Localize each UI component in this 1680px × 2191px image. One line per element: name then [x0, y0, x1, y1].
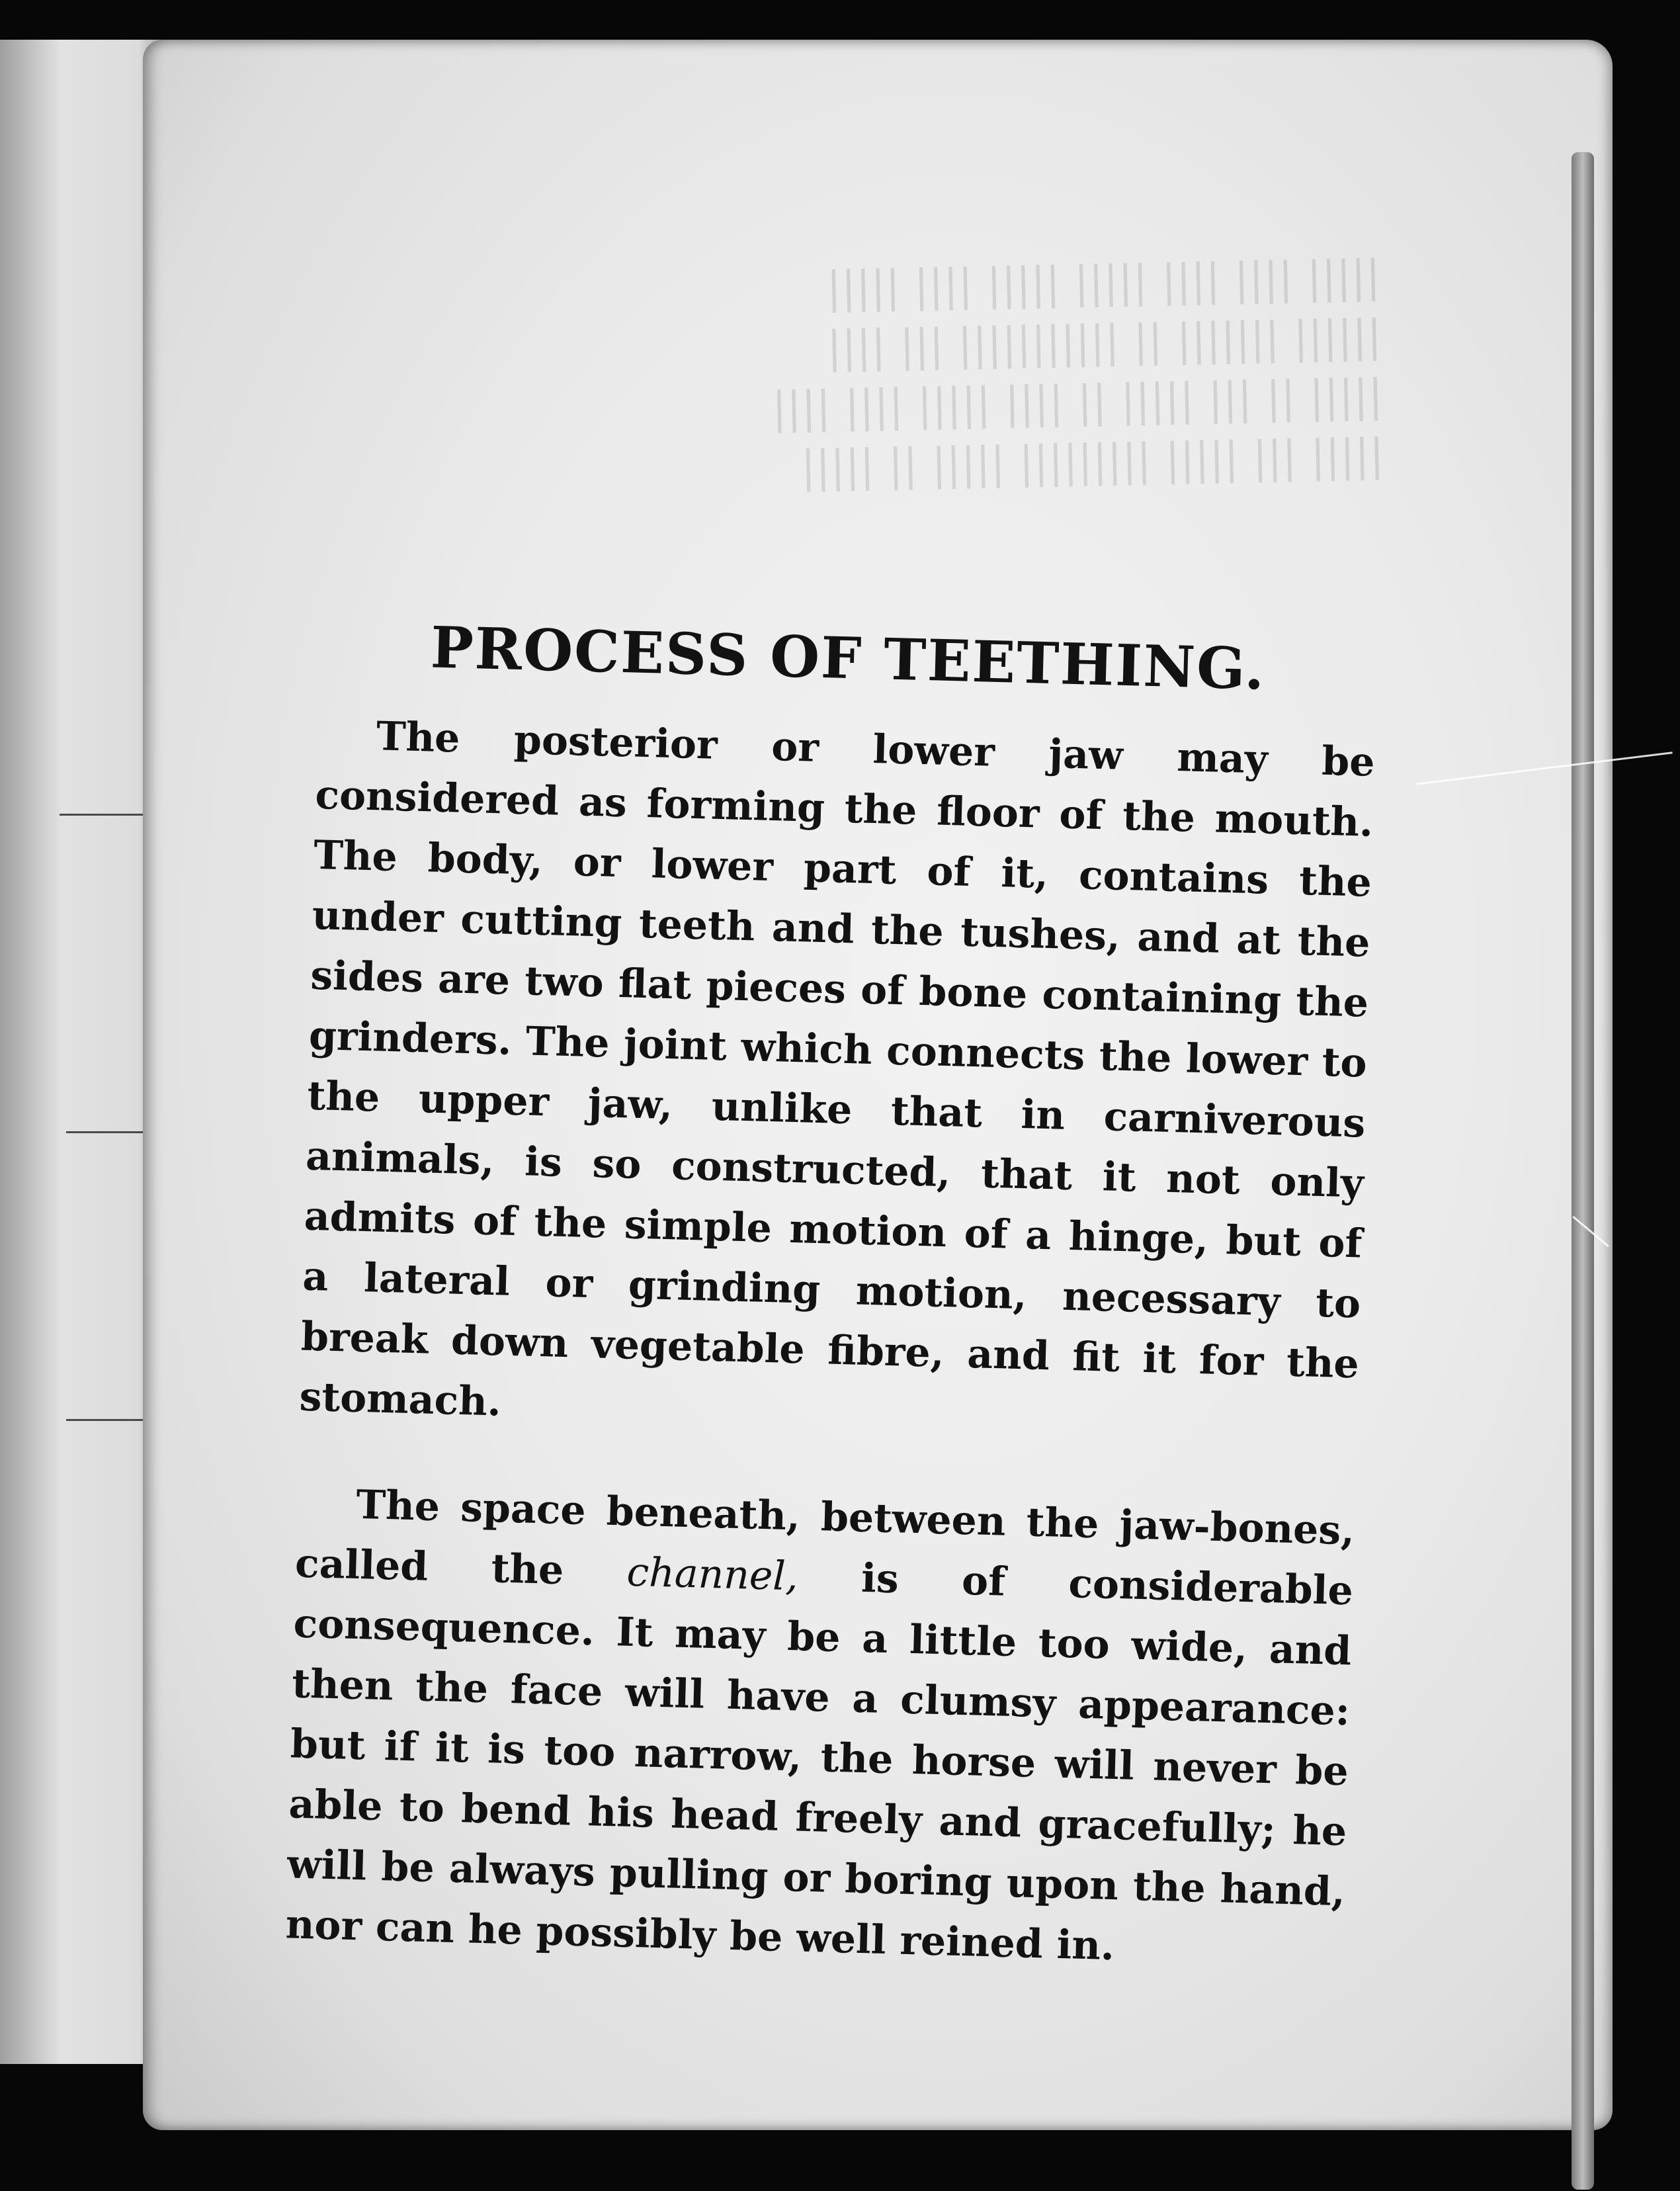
page-content [285, 609, 1378, 1983]
bleed-through-text: ||||| |||| |||| ||||| ||||| |||| ||||| |||||| ||||||| || ||||||||||| ||| |||| ||||| || ||| ||||| || |||| ||||| |||| |||| ||||| ||| ||||| ||||||||| ||||| || ||||| [771, 251, 1385, 493]
paragraph-channel [285, 1474, 1356, 1983]
page-title: PROCESS OF TEETHING. [429, 614, 1267, 703]
page-stack-edge [1572, 152, 1594, 2190]
paragraph-text: The space beneath, between the jaw-bones, called the [294, 1481, 1355, 1596]
italic-term: channel, [626, 1549, 799, 1600]
paragraph-text: is of considerable consequence. It may be a little too wide, and then the face will have a clumsy appearance: but if it is too narrow, the horse will never be able to bend his head freely and gracefully; he will be always pulling or boring upon the hand, nor can he possibly be well reined in. [284, 1553, 1354, 1970]
paragraph-lower-jaw [299, 705, 1376, 1455]
paragraph-text: The posterior or lower jaw may be considered as forming the floor of the mouth. The body, or lower part of it, contains the under cutting teeth and the tushes, and at the sides are two flat pieces of bone containing the grinders. The joint which connects the lower to the upper jaw, unlike that in carniverous animals, is so constructed, that it not only admits of the simple motion of a hinge, but of a lateral or grinding motion, necessary to break down vegetable fibre, and fit it for the stomach. [298, 713, 1376, 1426]
